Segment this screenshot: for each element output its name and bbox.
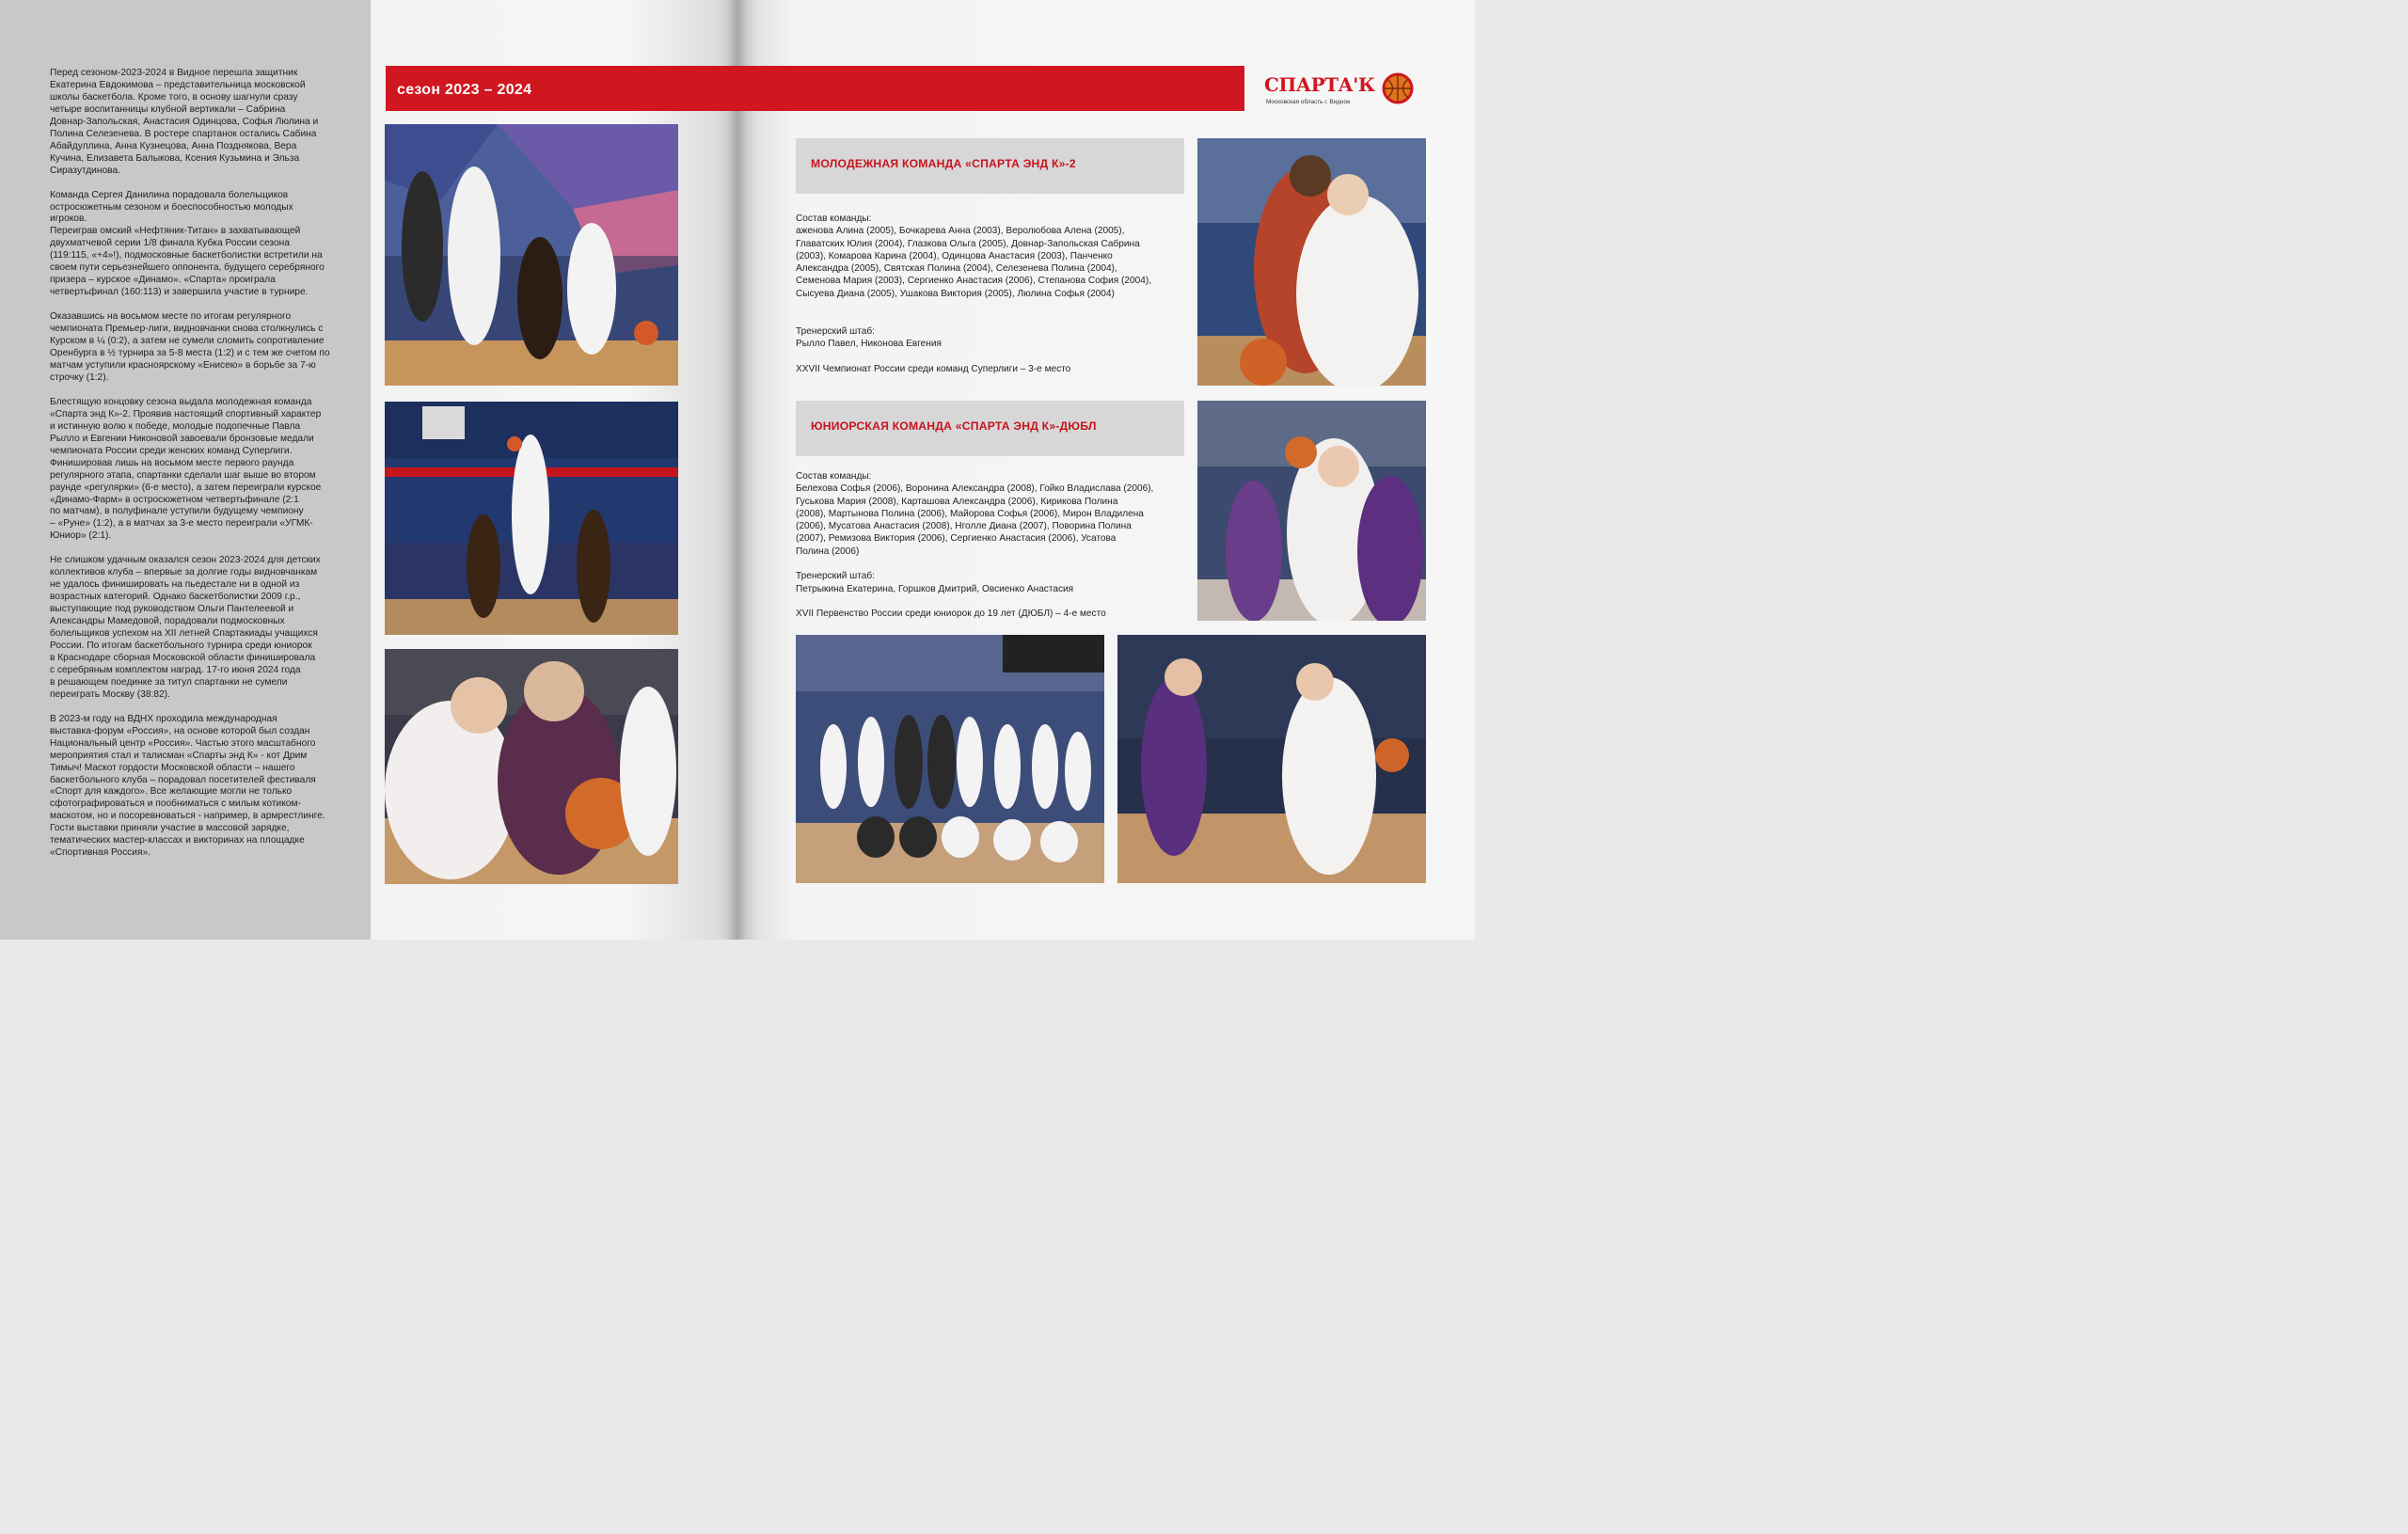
roster-line: Белехова Софья (2006), Воронина Александра (2008), Гойко Владислава (2006), bbox=[796, 483, 1154, 495]
basketball-game-photo-icon bbox=[385, 124, 678, 386]
team-header-dubl bbox=[796, 401, 1184, 456]
roster-label: Состав команды: bbox=[796, 471, 872, 482]
basketball-game-photo-icon bbox=[1117, 635, 1426, 883]
photo-loose-ball bbox=[385, 649, 678, 884]
logo-subtitle: Московская область г. Видное bbox=[1266, 99, 1351, 105]
roster-line: Главатских Юлия (2004), Глазкова Ольга (2005), Довнар-Запольская Сабрина bbox=[796, 238, 1140, 249]
photo-shot-vs-purple bbox=[1197, 401, 1426, 621]
team-header-youth-2 bbox=[796, 138, 1184, 194]
roster-line: (2007), Ремизова Виктория (2006), Сергиенко Анастасия (2006), Усатова bbox=[796, 533, 1117, 545]
team-result: XXVII Чемпионат России среди команд Суперлиги – 3-е место bbox=[796, 363, 1071, 374]
roster-line: (2006), Мусатова Анастасия (2008), Нголле Диана (2007), Поворина Полина bbox=[796, 521, 1132, 532]
staff-names: Петрыкина Екатерина, Горшков Дмитрий, Овсиенко Анастасия bbox=[796, 583, 1074, 594]
page-gutter bbox=[728, 0, 747, 940]
story-paragraph: Команда Сергея Данилина порадовала болельщиков остросюжетным сезоном и боеспособностью молодых игроков. Переиграв омский «Нефтяник-Титан» в захватывающей двухматчевой серии 1/8 финала Кубка России сезона (119:115, «+4»!), подмосковные баскетболистки встретили на своем пути серьезнейшего оппонента, будущего серебряного призера – курское «Динамо». «Спарта» проиграла четвертьфинал (160:113) и завершила участие в турнире. bbox=[50, 189, 325, 298]
photo-team-group bbox=[796, 635, 1104, 883]
story-paragraph: Блестящую концовку сезона выдала молодежная команда «Спарта энд К»-2. Проявив настоящий спортивный характер и истинную волю к победе, молодые подопечные Павла Рылло и Евгении Никоновой завоевали бронзовые медали чемпионата России среди женских команд Суперлиги. Финишировав лишь на восьмом месте первого раунда регулярного этапа, спартанки сделали шаг выше во втором раунде «регулярки» (6-е место), а затем переиграли курское «Динамо-Фарм» в остросюжетном четвертьфинале (2:1 по матчам), в полуфинале уступили будущему чемпиону – «Руне» (1:2), а в матчах за 3-е место переиграли «УГМК- Юниор» (2:1). bbox=[50, 396, 322, 542]
roster-line: (2008), Мартынова Полина (2006), Майорова Софья (2006), Мирон Владилена bbox=[796, 508, 1144, 519]
photo-drive-vs-orange bbox=[1197, 138, 1426, 386]
team-info-dubl bbox=[796, 470, 1191, 621]
team-title: МОЛОДЕЖНАЯ КОМАНДА «СПАРТА ЭНД К»-2 bbox=[811, 157, 1076, 170]
staff-label: Тренерский штаб: bbox=[796, 325, 875, 337]
basketball-logo-icon bbox=[1381, 71, 1415, 105]
basketball-game-photo-icon bbox=[385, 649, 678, 884]
photo-game-dribble-orange bbox=[385, 124, 678, 386]
roster-label: Состав команды: bbox=[796, 213, 872, 224]
logo-brand-text: СПАРТА'К bbox=[1264, 73, 1375, 96]
basketball-game-photo-icon bbox=[1197, 401, 1426, 621]
story-paragraph: Не слишком удачным оказался сезон 2023-2024 для детских коллективов клуба – впервые за долгие годы видновчанкам не удалось финишировать на пьедестале ни в одной из возрастных категорий. Однако баскетболистки 2009 г.р., выступающие под руководством Ольги Пантелеевой и Александры Мамедовой, порадовали подмосковных болельщиков успехом на XII летней Спартакиады учащихся России. По итогам баскетбольного турнира среди юниорок в Краснодаре сборная Московской области финишировала с серебряным комплектом наград. 17-го июня 2024 года в решающем поединке за титул спартанки не сумели переиграть Москву (38:82). bbox=[50, 555, 321, 700]
basketball-game-photo-icon bbox=[385, 402, 678, 635]
basketball-game-photo-icon bbox=[1197, 138, 1426, 386]
team-result: XVII Первенство России среди юниорок до 19 лет (ДЮБЛ) – 4-е место bbox=[796, 609, 1106, 620]
story-paragraph: В 2023-м году на ВДНХ проходила международная выставка-форум «Россия», на основе которой был создан Национальный центр «Россия». Частью этого масштабного мероприятия стал и талисман «Спарты энд К» - кот Дрим Тимыч! Маскот гордости Московской области – нашего баскетбольного клуба – порадовал посетителей фестиваля «Спорт для каждого». Все желающие могли не только сфотографироваться и пообниматься с милым котиком- маскотом, но и посоревноваться - например, в армрестлинге. Гости выставки приняли участие в массовой зарядке, тематических мастер-классах и викторинах на площадке «Спортивная Россия». bbox=[50, 713, 325, 859]
roster-line: Гуськова Мария (2008), Карташова Александра (2006), Кирикова Полина bbox=[796, 496, 1118, 507]
season-story-text bbox=[50, 68, 356, 872]
story-paragraph: Перед сезоном-2023-2024 в Видное перешла защитник Екатерина Евдокимова – представительница московской школы баскетбола. Кроме того, в основу шагнули сразу четыре воспитанницы клубной вертикали – Сабрина Довнар-Запольская, Анастасия Одинцова, Софья Люлина и Полина Селезенева. В ростере спартанок остались Сабина Абайдуллина, Анна Кузнецова, Анна Позднякова, Вера Кучина, Елизавета Балыкова, Ксения Кузьмина и Эльза Сиразутдинова. bbox=[50, 68, 319, 176]
roster-line: Семенова Мария (2003), Сергиенко Анастасия (2006), Степанова София (2004), bbox=[796, 276, 1152, 287]
photo-layup-arena bbox=[385, 402, 678, 635]
roster-line: Сысуева Диана (2005), Ушакова Виктория (2005), Люлина Софья (2004) bbox=[796, 288, 1115, 299]
photo-dribble-vs-purple bbox=[1117, 635, 1426, 883]
team-group-photo-icon bbox=[796, 635, 1104, 883]
roster-line: (2003), Комарова Карина (2004), Одинцова Анастасия (2003), Панченко bbox=[796, 250, 1113, 261]
roster-line: аженова Алина (2005), Бочкарева Анна (2003), Веролюбова Алена (2005), bbox=[796, 226, 1125, 237]
team-title: ЮНИОРСКАЯ КОМАНДА «СПАРТА ЭНД К»-ДЮБЛ bbox=[811, 419, 1097, 433]
season-title: сезон 2023 – 2024 bbox=[397, 82, 532, 98]
team-info-youth-2 bbox=[796, 213, 1191, 375]
staff-label: Тренерский штаб: bbox=[796, 571, 875, 582]
roster-line: Александра (2005), Святская Полина (2004), Селезенева Полина (2004), bbox=[796, 263, 1117, 275]
staff-names: Рылло Павел, Никонова Евгения bbox=[796, 338, 942, 349]
spartak-logo bbox=[1263, 70, 1418, 113]
roster-line: Полина (2006) bbox=[796, 546, 860, 557]
magazine-spread bbox=[0, 0, 1475, 940]
story-paragraph: Оказавшись на восьмом месте по итогам регулярного чемпионата Премьер-лиги, видновчанки снова столкнулись с Курском в ¼ (0:2), а затем не сумели сломить сопротивление Оренбурга в ½ турнира за 5-8 места (1:2) и с тем же счетом по матчам уступили красноярскому «Енисею» в борьбе за 7-ю строчку (1:2). bbox=[50, 311, 330, 383]
